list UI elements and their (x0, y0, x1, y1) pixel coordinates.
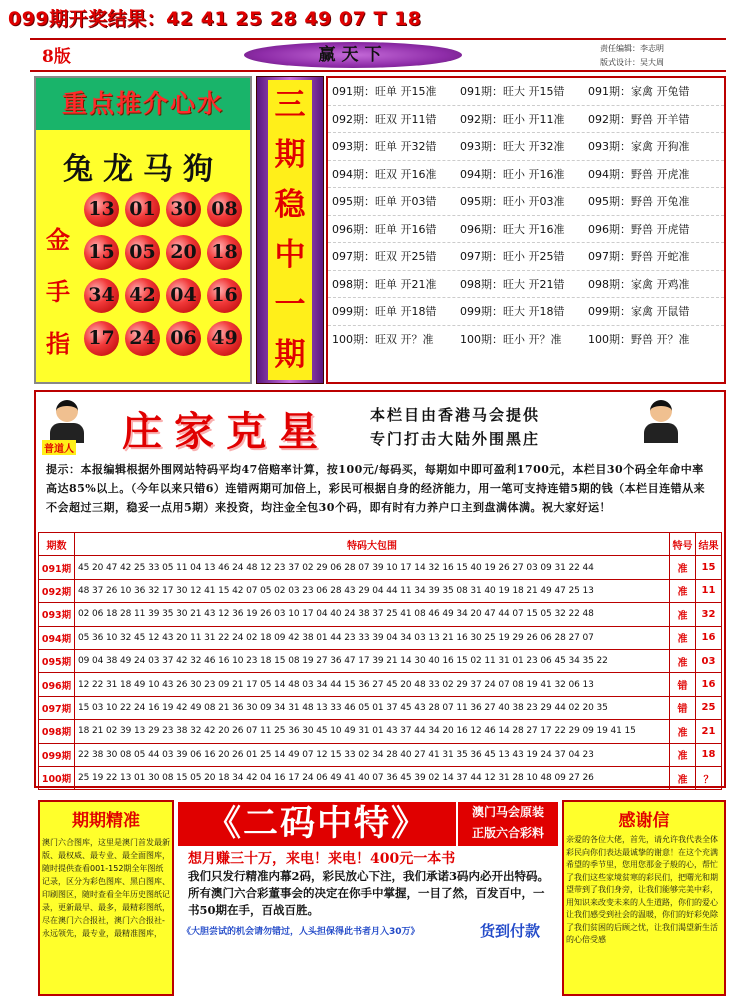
prediction-cell: 092期：野兽 开羊错 (588, 112, 690, 126)
table-row (39, 579, 722, 602)
ad-slogan: 想月赚三十万，来电！来电！400元一本书 (188, 851, 456, 867)
banker-subtitle-2: 专门打击大陆外围黑庄 (370, 430, 541, 448)
col-period: 期数 (39, 533, 75, 556)
ad-tag-line-2: 正版六合彩料 (471, 826, 544, 840)
credits (600, 42, 664, 70)
cell-nums: 45 20 47 42 25 33 05 11 04 13 46 24 48 12 23 37 02 29 06 28 07 39 10 17 14 32 16 15 40 19 26 27 03 09 31 22 44 (75, 556, 670, 579)
ad-promise: 我们只发行精准内幕2码，彩民放心下注，我们承诺3码内必开出特码。所有澳门六合彩董事会的决定在你手中掌握，一目了然，百发百中，一书50期在手，百战百胜。 (188, 869, 549, 917)
cell-flag: 准 (670, 743, 696, 766)
cell-nums: 05 36 10 32 45 12 43 20 11 31 22 24 02 18 09 42 38 01 44 23 33 39 04 34 03 13 21 16 30 25 19 29 26 06 28 27 07 (75, 626, 670, 649)
masthead-title: 赢天下 (244, 42, 462, 68)
recommend-side-label: 金手指 (46, 225, 70, 358)
cell-period: 093期 (39, 603, 75, 626)
prediction-cell: 096期：旺单 开16错 (332, 222, 437, 236)
cell-nums: 22 38 30 08 05 44 03 39 06 16 20 26 01 25 14 49 07 12 15 33 02 34 28 40 27 41 31 35 36 45 13 43 19 24 37 04 23 (75, 743, 670, 766)
number-ball: 30 (166, 192, 201, 227)
prediction-cell: 094期：旺双 开16准 (332, 167, 437, 181)
col-nums: 特码大包围 (75, 533, 670, 556)
table-row (39, 766, 722, 789)
table-header-row (39, 533, 722, 556)
prediction-cell: 100期：野兽 开？准 (588, 332, 690, 346)
cell-flag: 准 (670, 766, 696, 789)
prediction-row (328, 216, 724, 244)
number-ball: 42 (125, 278, 160, 313)
prediction-cell: 096期：旺大 开16准 (460, 222, 565, 236)
prediction-cell: 091期：家禽 开兔错 (588, 85, 690, 98)
number-ball: 15 (84, 235, 119, 270)
number-ball: 49 (207, 321, 242, 356)
number-ball: 20 (166, 235, 201, 270)
prediction-cell: 098期：旺单 开21准 (332, 277, 437, 291)
recommend-zodiac: 兔龙马狗 (63, 152, 223, 187)
cash-on-delivery: 货到付款 (480, 922, 541, 940)
prediction-cell: 095期：旺小 开03准 (460, 195, 565, 208)
cell-res: 03 (696, 649, 722, 672)
recommend-title: 重点推介心水 (36, 78, 250, 130)
prediction-cell: 092期：旺小 开11准 (460, 112, 565, 126)
cell-res: 16 (696, 626, 722, 649)
number-ball: 06 (166, 321, 201, 356)
prediction-row (328, 298, 724, 326)
cell-period: 092期 (39, 579, 75, 602)
footer-right-body: 亲爱的各位大佬，首先，请允许我代表全体彩民向你们表达最诚挚的谢意！在这个充满希望的季节里，您用您那金子般的心，帮忙了我们这些家境贫寒的彩民们，把曙光和期望带到了我们身旁，让我们能够完美中彩，用知识来改变未来的人生道路，你们的爱心让我们感受到社会的温暖，你们的好彩免除了我们贫困的后顾之忧，让我们渴望新生活的心倍受感 (566, 835, 718, 944)
prediction-cell: 095期：旺单 开03错 (332, 195, 437, 208)
cell-period: 099期 (39, 743, 75, 766)
banker-subtitle-1: 本栏目由香港马会提供 (370, 406, 541, 424)
cell-period: 098期 (39, 720, 75, 743)
prediction-row (328, 271, 724, 299)
prediction-row (328, 161, 724, 189)
cell-period: 095期 (39, 649, 75, 672)
cell-res: ？ (696, 766, 722, 789)
table-row (39, 556, 722, 579)
number-ball: 17 (84, 321, 119, 356)
page-number: 8版 (42, 47, 71, 67)
cell-res: 32 (696, 603, 722, 626)
cell-res: 21 (696, 720, 722, 743)
prediction-cell: 099期：旺单 开18错 (332, 305, 437, 318)
banker-title: 庄家克星 (122, 408, 330, 455)
cell-flag: 准 (670, 720, 696, 743)
table-row (39, 603, 722, 626)
footer-left-body: 澳门六合图库，这里是澳门首发最新版、最权威、最专业、最全面图库，随时提供查看001-152期全年图纸记录，区分为彩色图库、黑白图库、印刷图区，随时查看全年历史图纸记录，更新最早、最多，最精彩图纸，尽在澳门六合报社，澳门六合报社-永远领先，最专业，最精准图库， (42, 838, 170, 938)
avatar-left (50, 400, 84, 444)
cell-nums: 18 21 02 39 13 29 23 38 32 42 20 26 07 11 25 36 30 45 10 49 31 01 43 37 44 34 20 16 12 46 14 28 27 17 22 29 09 19 41 15 (75, 720, 670, 743)
table-row (39, 743, 722, 766)
prediction-cell: 098期：家禽 开鸡准 (588, 277, 690, 291)
footer-right-title: 感谢信 (618, 811, 670, 831)
cell-flag: 准 (670, 556, 696, 579)
prediction-row (328, 188, 724, 216)
cell-flag: 准 (670, 649, 696, 672)
number-balls (84, 192, 248, 356)
number-ball: 04 (166, 278, 201, 313)
prediction-row (328, 133, 724, 161)
cell-res: 16 (696, 673, 722, 696)
prediction-cell: 094期：旺小 开16准 (460, 167, 565, 181)
table-row (39, 649, 722, 672)
cell-period: 091期 (39, 556, 75, 579)
number-ball: 01 (125, 192, 160, 227)
latest-draw-result: 099期开奖结果：42 41 25 28 49 07 T 18 (8, 8, 422, 30)
prediction-cell: 097期：野兽 开蛇准 (588, 250, 690, 263)
prediction-row (328, 78, 724, 106)
prediction-cell: 100期：旺小 开？准 (460, 332, 562, 346)
number-ball: 34 (84, 278, 119, 313)
banker-tag: 普道人 (42, 440, 76, 455)
cell-flag: 错 (670, 673, 696, 696)
tip-text: 提示：本报编辑根据外围网站特码平均47倍赔率计算，按100元/每码买，每期如中即可盈利1700元，本栏目30个码全年命中率高达85%以上。（今年以来只错6）连错两期可加倍上，彩民可根据自身的经济能力，用一笔可支持连错5期的钱（本栏目连错从来不会超过三期，稳妥一点用5期）来投资，均注金全包30个码，即有时有力养户口主到盘满体满。祝大家好运！ (46, 463, 706, 514)
prediction-cell: 093期：旺单 开32错 (332, 140, 437, 153)
cell-flag: 准 (670, 579, 696, 602)
cell-nums: 15 03 10 22 24 16 19 42 49 08 21 36 30 09 34 31 48 13 33 46 05 01 37 45 43 28 07 11 36 27 40 38 23 29 44 02 20 35 (75, 696, 670, 719)
cell-flag: 准 (670, 626, 696, 649)
prediction-cell: 091期：旺单 开15准 (332, 85, 437, 98)
col-result: 结果 (696, 533, 722, 556)
cell-period: 100期 (39, 766, 75, 789)
cell-nums: 02 06 18 28 11 39 35 30 21 43 12 36 19 26 03 10 17 04 40 24 38 37 25 41 08 46 49 34 20 47 44 07 15 05 32 22 48 (75, 603, 670, 626)
prediction-cell: 091期：旺大 开15错 (460, 85, 565, 98)
avatar-right (644, 400, 678, 444)
prediction-row (328, 243, 724, 271)
table-row (39, 673, 722, 696)
prediction-cell: 099期：家禽 开鼠错 (588, 305, 690, 318)
cell-nums: 09 04 38 49 24 03 37 42 32 46 16 10 23 18 15 08 19 27 36 47 17 39 21 14 30 40 16 15 02 11 31 01 23 06 45 34 35 22 (75, 649, 670, 672)
number-ball: 05 (125, 235, 160, 270)
prediction-cell: 095期：野兽 开兔准 (588, 195, 690, 208)
table-row (39, 720, 722, 743)
cell-nums: 48 37 26 10 36 32 17 30 12 41 15 42 07 05 02 03 23 06 28 43 29 04 44 11 34 39 35 08 31 40 19 18 21 49 47 25 13 (75, 579, 670, 602)
cell-res: 25 (696, 696, 722, 719)
prediction-cell: 097期：旺小 开25错 (460, 250, 565, 263)
prediction-cell: 099期：旺大 开18错 (460, 305, 565, 318)
prediction-cell: 097期：旺双 开25错 (332, 250, 437, 263)
cell-period: 096期 (39, 673, 75, 696)
cell-period: 094期 (39, 626, 75, 649)
number-ball: 08 (207, 192, 242, 227)
prediction-row (328, 326, 724, 354)
prediction-cell: 100期：旺双 开？准 (332, 332, 434, 346)
number-table (38, 532, 722, 790)
ad-tag-line-1: 澳门马会原装 (471, 805, 544, 819)
credits-designer: 版式设计：吴大周 (600, 58, 664, 67)
ad-slogan-bottom: 《大胆尝试的机会请勿错过，人头担保得此书者月入30万》 (182, 927, 420, 937)
cell-nums: 12 22 31 18 49 10 43 26 30 23 09 21 17 05 14 48 03 34 44 15 36 27 45 20 48 33 02 29 37 24 07 08 19 41 32 06 13 (75, 673, 670, 696)
col-flag: 特号 (670, 533, 696, 556)
prediction-row (328, 106, 724, 134)
ad-title: 《二码中特》 (178, 802, 456, 846)
footer-left-title: 期期精准 (72, 811, 140, 831)
prediction-cell: 092期：旺双 开11错 (332, 112, 437, 126)
prediction-cell: 093期：家禽 开狗准 (588, 140, 690, 153)
cell-res: 11 (696, 579, 722, 602)
ad-tag (458, 802, 558, 846)
prediction-cell: 094期：野兽 开虎准 (588, 167, 690, 181)
cell-res: 15 (696, 556, 722, 579)
cell-flag: 错 (670, 696, 696, 719)
cell-nums: 25 19 22 13 01 30 08 15 05 20 18 34 42 04 16 17 24 06 49 41 40 07 36 45 39 02 14 37 44 12 31 28 10 48 09 27 26 (75, 766, 670, 789)
table-row (39, 696, 722, 719)
prediction-cell: 096期：野兽 开虎错 (588, 222, 690, 236)
table-row (39, 626, 722, 649)
cell-res: 18 (696, 743, 722, 766)
number-ball: 16 (207, 278, 242, 313)
prediction-cell: 093期：旺大 开32准 (460, 140, 565, 153)
cell-flag: 准 (670, 603, 696, 626)
prediction-cell: 098期：旺大 开21错 (460, 277, 565, 291)
number-ball: 24 (125, 321, 160, 356)
number-ball: 18 (207, 235, 242, 270)
number-ball: 13 (84, 192, 119, 227)
cell-period: 097期 (39, 696, 75, 719)
banner-text: 三期稳中一期 (268, 80, 312, 380)
credits-editor: 责任编辑：李志明 (600, 44, 664, 53)
prediction-table (328, 78, 724, 353)
